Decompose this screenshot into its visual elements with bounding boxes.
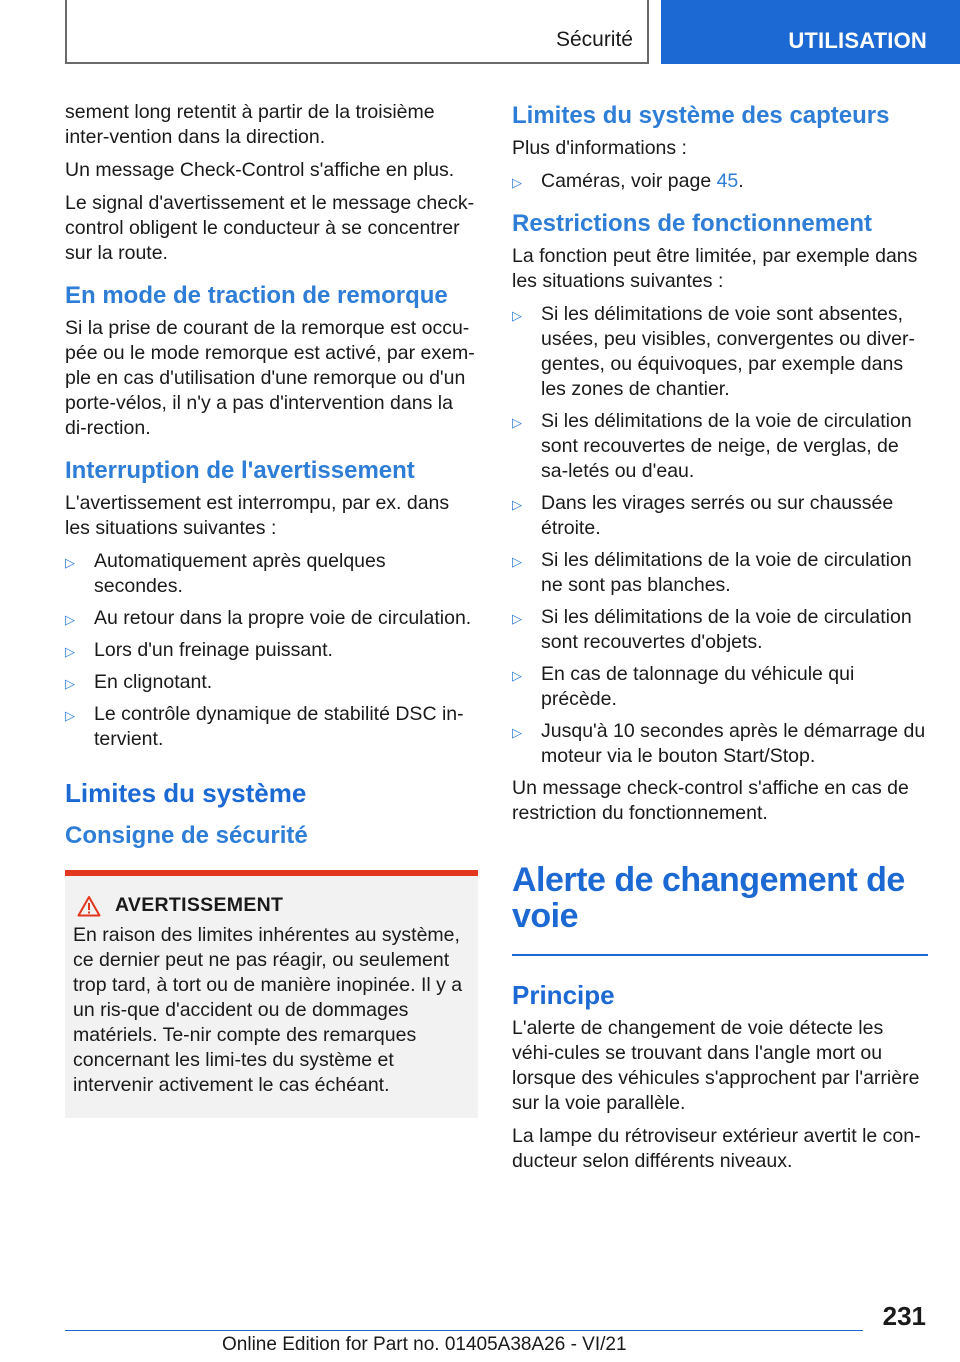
restrictions-after-paragraph: Un message check-control s'affiche en cas de restriction du fonctionnement.	[512, 777, 909, 824]
list-item: ▷ Dans les virages serrés ou sur chaussée étroite.	[512, 492, 894, 539]
bullet-triangle-icon: ▷	[65, 555, 75, 570]
list-item: ▷ Le contrôle dynamique de stabilité DSC in-tervient.	[65, 703, 464, 750]
list-item: ▷ Si les délimitations de la voie de circulation sont recouvertes d'objets.	[512, 606, 912, 653]
page-link[interactable]: 45	[716, 170, 739, 192]
sensor-list	[512, 169, 928, 194]
header-chapter-tab	[661, 0, 960, 64]
bullet-triangle-icon: ▷	[65, 644, 75, 659]
interrupt-heading: Interruption de l'avertissement	[65, 457, 415, 484]
warning-text: En raison des limites inhérentes au système, ce dernier peut ne pas réagir, ou seulement trop tard, à tort ou de manière inopinée. Il y a un ris-que d'accident ou de dommages matériels. Te-nir compte des remarques concernant les limi-tes du système et intervenir activement le cas échéant.	[73, 924, 463, 1096]
principle-heading: Principe	[512, 980, 615, 1010]
intro-paragraph-1: sement long retentit à partir de la troisième inter-vention dans la direction.	[65, 101, 435, 148]
bullet-triangle-icon: ▷	[512, 497, 522, 512]
list-item: ▷ Jusqu'à 10 secondes après le démarrage du moteur via le bouton Start/Stop.	[512, 720, 926, 767]
chapter-heading: Alerte de changement de voie	[512, 861, 905, 935]
warning-triangle-icon	[77, 895, 101, 917]
header-chapter-title: UTILISATION	[788, 28, 927, 53]
restrictions-paragraph: La fonction peut être limitée, par exemple dans les situations suivantes :	[512, 245, 918, 292]
restrictions-heading: Restrictions de fonctionnement	[512, 210, 873, 237]
interrupt-list	[65, 549, 478, 752]
header-section-box	[65, 0, 649, 64]
list-item: ▷ Si les délimitations de la voie de circulation ne sont pas blanches.	[512, 549, 912, 596]
list-item: ▷ Lors d'un freinage puissant.	[65, 638, 478, 663]
list-item: ▷ En cas de talonnage du véhicule qui précède.	[512, 663, 855, 710]
warning-title: AVERTISSEMENT	[115, 894, 284, 916]
bullet-triangle-icon: ▷	[65, 676, 75, 691]
bullet-triangle-icon: ▷	[512, 725, 522, 740]
bullet-triangle-icon: ▷	[512, 554, 522, 569]
footer-edition: Online Edition for Part no. 01405A38A26 - VI/21	[222, 1334, 627, 1355]
intro-paragraph-2: Un message Check-Control s'affiche en plus.	[65, 159, 455, 181]
bullet-triangle-icon: ▷	[65, 612, 75, 627]
warning-box	[65, 876, 478, 1118]
list-item: ▷ Automatiquement après quelques secondes.	[65, 550, 386, 597]
page-number: 231	[882, 1301, 926, 1331]
restrictions-list	[512, 302, 928, 769]
safety-heading: Consigne de sécurité	[65, 822, 308, 849]
header-section-title: Sécurité	[555, 28, 633, 51]
footer-rule	[65, 1330, 863, 1331]
bullet-triangle-icon: ▷	[512, 611, 522, 626]
principle-paragraph-1: L'alerte de changement de voie détecte les véhi-cules se trouvant dans l'angle mort ou lorsque des véhicules s'approchent par l'arrière sur la voie parallèle.	[512, 1017, 920, 1114]
bullet-triangle-icon: ▷	[65, 708, 75, 723]
sensor-paragraph: Plus d'informations :	[512, 137, 687, 159]
interrupt-paragraph: L'avertissement est interrompu, par ex. dans les situations suivantes :	[65, 492, 450, 539]
bullet-triangle-icon: ▷	[512, 668, 522, 683]
trailer-paragraph: Si la prise de courant de la remorque est occu-pée ou le mode remorque est activé, par exem-ple en cas d'utilisation d'une remorque ou d'un porte-vélos, il n'y a pas d'intervention dans la di-rection.	[65, 317, 475, 439]
list-item: ▷ Si les délimitations de voie sont absentes, usées, peu visibles, convergentes ou diver-gentes, ou équivoques, par exemple dans les zones de chantier.	[512, 303, 915, 400]
chapter-rule	[512, 954, 928, 956]
bullet-triangle-icon: ▷	[512, 175, 522, 190]
list-item: ▷ Au retour dans la propre voie de circulation.	[65, 606, 478, 631]
intro-paragraph-3: Le signal d'avertissement et le message check-control obligent le conducteur à se concentrer sur la route.	[65, 192, 475, 264]
left-column	[65, 100, 478, 1118]
limits-heading: Limites du système	[65, 778, 307, 808]
list-item: ▷ Si les délimitations de la voie de circulation sont recouvertes de neige, de verglas, de sa-letés ou d'eau.	[512, 410, 912, 482]
sensor-limits-heading: Limites du système des capteurs	[512, 102, 890, 129]
bullet-triangle-icon: ▷	[512, 308, 522, 323]
list-item: ▷ En clignotant.	[65, 670, 478, 695]
bullet-triangle-icon: ▷	[512, 415, 522, 430]
right-column	[512, 100, 928, 1182]
trailer-heading: En mode de traction de remorque	[65, 282, 448, 309]
principle-paragraph-2: La lampe du rétroviseur extérieur avertit le con-ducteur selon différents niveaux.	[512, 1125, 921, 1172]
list-item: ▷ Caméras, voir page 45.	[512, 169, 928, 194]
